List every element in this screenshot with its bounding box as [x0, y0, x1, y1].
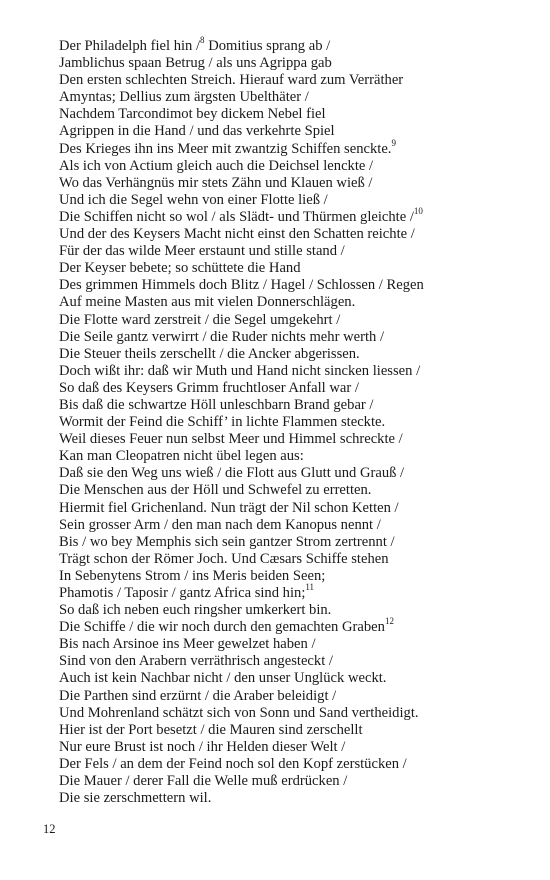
- verse-text: Jamblichus spaan Betrug / als uns Agrippa gab: [59, 55, 332, 72]
- verse-line: [59, 482, 539, 499]
- verse-text: Und ich die Segel wehn von einer Flotte ließ /: [59, 191, 328, 208]
- verse-text: Bis daß die schwartze Höll unleschbarn Brand gebar /: [59, 396, 374, 413]
- verse-line: [59, 277, 539, 294]
- verse-text: So daß des Keysers Grimm fruchtloser Anfall war /: [59, 379, 359, 396]
- verse-line: [59, 602, 539, 619]
- verse-text: Weil dieses Feuer nun selbst Meer und Himmel schreckte /: [59, 431, 403, 448]
- verse-text: Doch wißt ihr: daß wir Muth und Hand nicht sincken liessen /: [59, 362, 421, 379]
- verse-text: Die Steuer theils zerschellt / die Ancker abgerissen.: [59, 345, 360, 362]
- verse-line: [59, 346, 539, 363]
- verse-text: Die sie zerschmettern wil.: [59, 790, 212, 807]
- verse-line: [59, 294, 539, 311]
- verse-text: Sind von den Arabern verräthrisch angesteckt /: [59, 653, 333, 670]
- verse-line: [59, 123, 539, 140]
- verse-text: Die Flotte ward zerstreit / die Segel umgekehrt /: [59, 311, 341, 328]
- verse-line: [59, 206, 539, 226]
- verse-text: Die Mauer / derer Fall die Welle muß erdrücken /: [59, 773, 348, 790]
- verse-line: [59, 465, 539, 482]
- verse-text: Und der des Keysers Macht nicht einst den Schatten reichte /: [59, 226, 415, 243]
- verse-text: Auch ist kein Nachbar nicht / den unser Unglück weckt.: [59, 670, 387, 687]
- verse-line: [59, 705, 539, 722]
- verse-text: In Sebenytens Strom / ins Meris beiden Seen;: [59, 567, 326, 584]
- verse-text: Hier ist der Port besetzt / die Mauren sind zerschellt: [59, 721, 363, 738]
- verse-line: [59, 137, 539, 158]
- verse-text: Auf meine Masten aus mit vielen Donnerschlägen.: [59, 294, 356, 311]
- verse-line: [59, 72, 539, 89]
- verse-text: Phamotis / Taposir / gantz Africa sind hin;: [59, 585, 306, 601]
- verse-line: [59, 517, 539, 534]
- verse-line: [59, 616, 539, 636]
- verse-text: Die Menschen aus der Höll und Schwefel zu erretten.: [59, 482, 372, 499]
- verse-line: [59, 414, 539, 431]
- verse-text: Die Schiffen nicht so wol / als Slädt- und Thürmen gleichte /: [59, 208, 414, 225]
- verse-text: Bis nach Arsinoe ins Meer gewelzet haben /: [59, 636, 316, 653]
- verse-line: [59, 158, 539, 175]
- verse-line: [59, 773, 539, 790]
- verse-line: [59, 55, 539, 72]
- verse-text: Trägt schon der Römer Joch. Und Cæsars Schiffe stehen: [59, 550, 389, 567]
- verse-line: [59, 636, 539, 653]
- footnote-marker: 11: [305, 582, 315, 593]
- verse-text: Die Seile gantz verwirrt / die Ruder nichts mehr werth /: [59, 328, 385, 345]
- verse-line: [59, 35, 539, 55]
- verse-line: [59, 192, 539, 209]
- footnote-marker: 9: [391, 137, 396, 148]
- verse-line: [59, 534, 539, 551]
- verse-text: Daß sie den Weg uns wieß / die Flott aus Glutt und Grauß /: [59, 465, 405, 482]
- verse-text: Kan man Cleopatren nicht übel legen aus:: [59, 448, 304, 465]
- verse-text: Für der das wilde Meer erstaunt und stille stand /: [59, 243, 345, 260]
- verse-text: Amyntas; Dellius zum ärgsten Ubelthäter /: [59, 89, 309, 106]
- verse-text: Der Fels / an dem der Feind noch sol den Kopf zerstücken /: [59, 755, 407, 772]
- verse-line: [59, 431, 539, 448]
- verse-line: [59, 260, 539, 277]
- verse-line: [59, 739, 539, 756]
- verse-text: Des Krieges ihn ins Meer mit zwantzig Schiffen senckte.: [59, 140, 392, 157]
- verse-text: Wo das Verhängnüs mir stets Zähn und Klauen wieß /: [59, 174, 373, 191]
- verse-text: So daß ich neben euch ringsher umkerkert bin.: [59, 602, 332, 619]
- verse-line: [59, 582, 539, 602]
- verse-line: [59, 756, 539, 773]
- verse-text: Den ersten schlechten Streich. Hierauf ward zum Verräther: [59, 72, 404, 89]
- verse-text: Wormit der Feind die Schiff’ in lichte Flammen steckte.: [59, 414, 386, 431]
- verse-text-continued: Domitius sprang ab /: [204, 38, 331, 54]
- verse-text: Sein grosser Arm / den man nach dem Kanopus nennt /: [59, 516, 381, 533]
- verse-text: Der Keyser bebete; so schüttete die Hand: [59, 260, 301, 277]
- verse-line: [59, 653, 539, 670]
- verse-text: Die Parthen sind erzürnt / die Araber beleidigt /: [59, 687, 337, 704]
- verse-line: [59, 226, 539, 243]
- verse-text: Und Mohrenland schätzt sich von Sonn und Sand vertheidigt.: [59, 704, 419, 721]
- verse-line: [59, 243, 539, 260]
- verse-text: Agrippen in die Hand / und das verkehrte Spiel: [59, 123, 335, 140]
- footnote-marker: 12: [384, 616, 394, 627]
- verse-line: [59, 670, 539, 687]
- verse-line: [59, 312, 539, 329]
- verse-line: [59, 380, 539, 397]
- verse-line: [59, 688, 539, 705]
- verse-line: [59, 397, 539, 414]
- verse-line: [59, 500, 539, 517]
- verse-text: Nachdem Tarcondimot bey dickem Nebel fiel: [59, 106, 326, 123]
- verse-text: Nur eure Brust ist noch / ihr Helden dieser Welt /: [59, 738, 346, 755]
- verse-line: [59, 89, 539, 106]
- page-number: 12: [43, 822, 56, 836]
- verse-block: [59, 35, 539, 807]
- verse-text: Der Philadelph fiel hin /: [59, 38, 201, 54]
- verse-text: Hiermit fiel Grichenland. Nun trägt der Nil schon Ketten /: [59, 499, 399, 516]
- verse-line: [59, 722, 539, 739]
- footnote-marker: 8: [200, 35, 205, 46]
- verse-line: [59, 175, 539, 192]
- verse-line: [59, 568, 539, 585]
- verse-line: [59, 363, 539, 380]
- verse-text: Des grimmen Himmels doch Blitz / Hagel / Schlossen / Regen: [59, 277, 424, 294]
- verse-line: [59, 790, 539, 807]
- footnote-marker: 10: [413, 206, 423, 217]
- verse-text: Die Schiffe / die wir noch durch den gemachten Graben: [59, 619, 385, 636]
- verse-line: [59, 106, 539, 123]
- verse-text: Als ich von Actium gleich auch die Deichsel lenckte /: [59, 157, 374, 174]
- verse-line: [59, 329, 539, 346]
- verse-line: [59, 448, 539, 465]
- verse-text: Bis / wo bey Memphis sich sein gantzer Strom zertrennt /: [59, 533, 395, 550]
- verse-line: [59, 551, 539, 568]
